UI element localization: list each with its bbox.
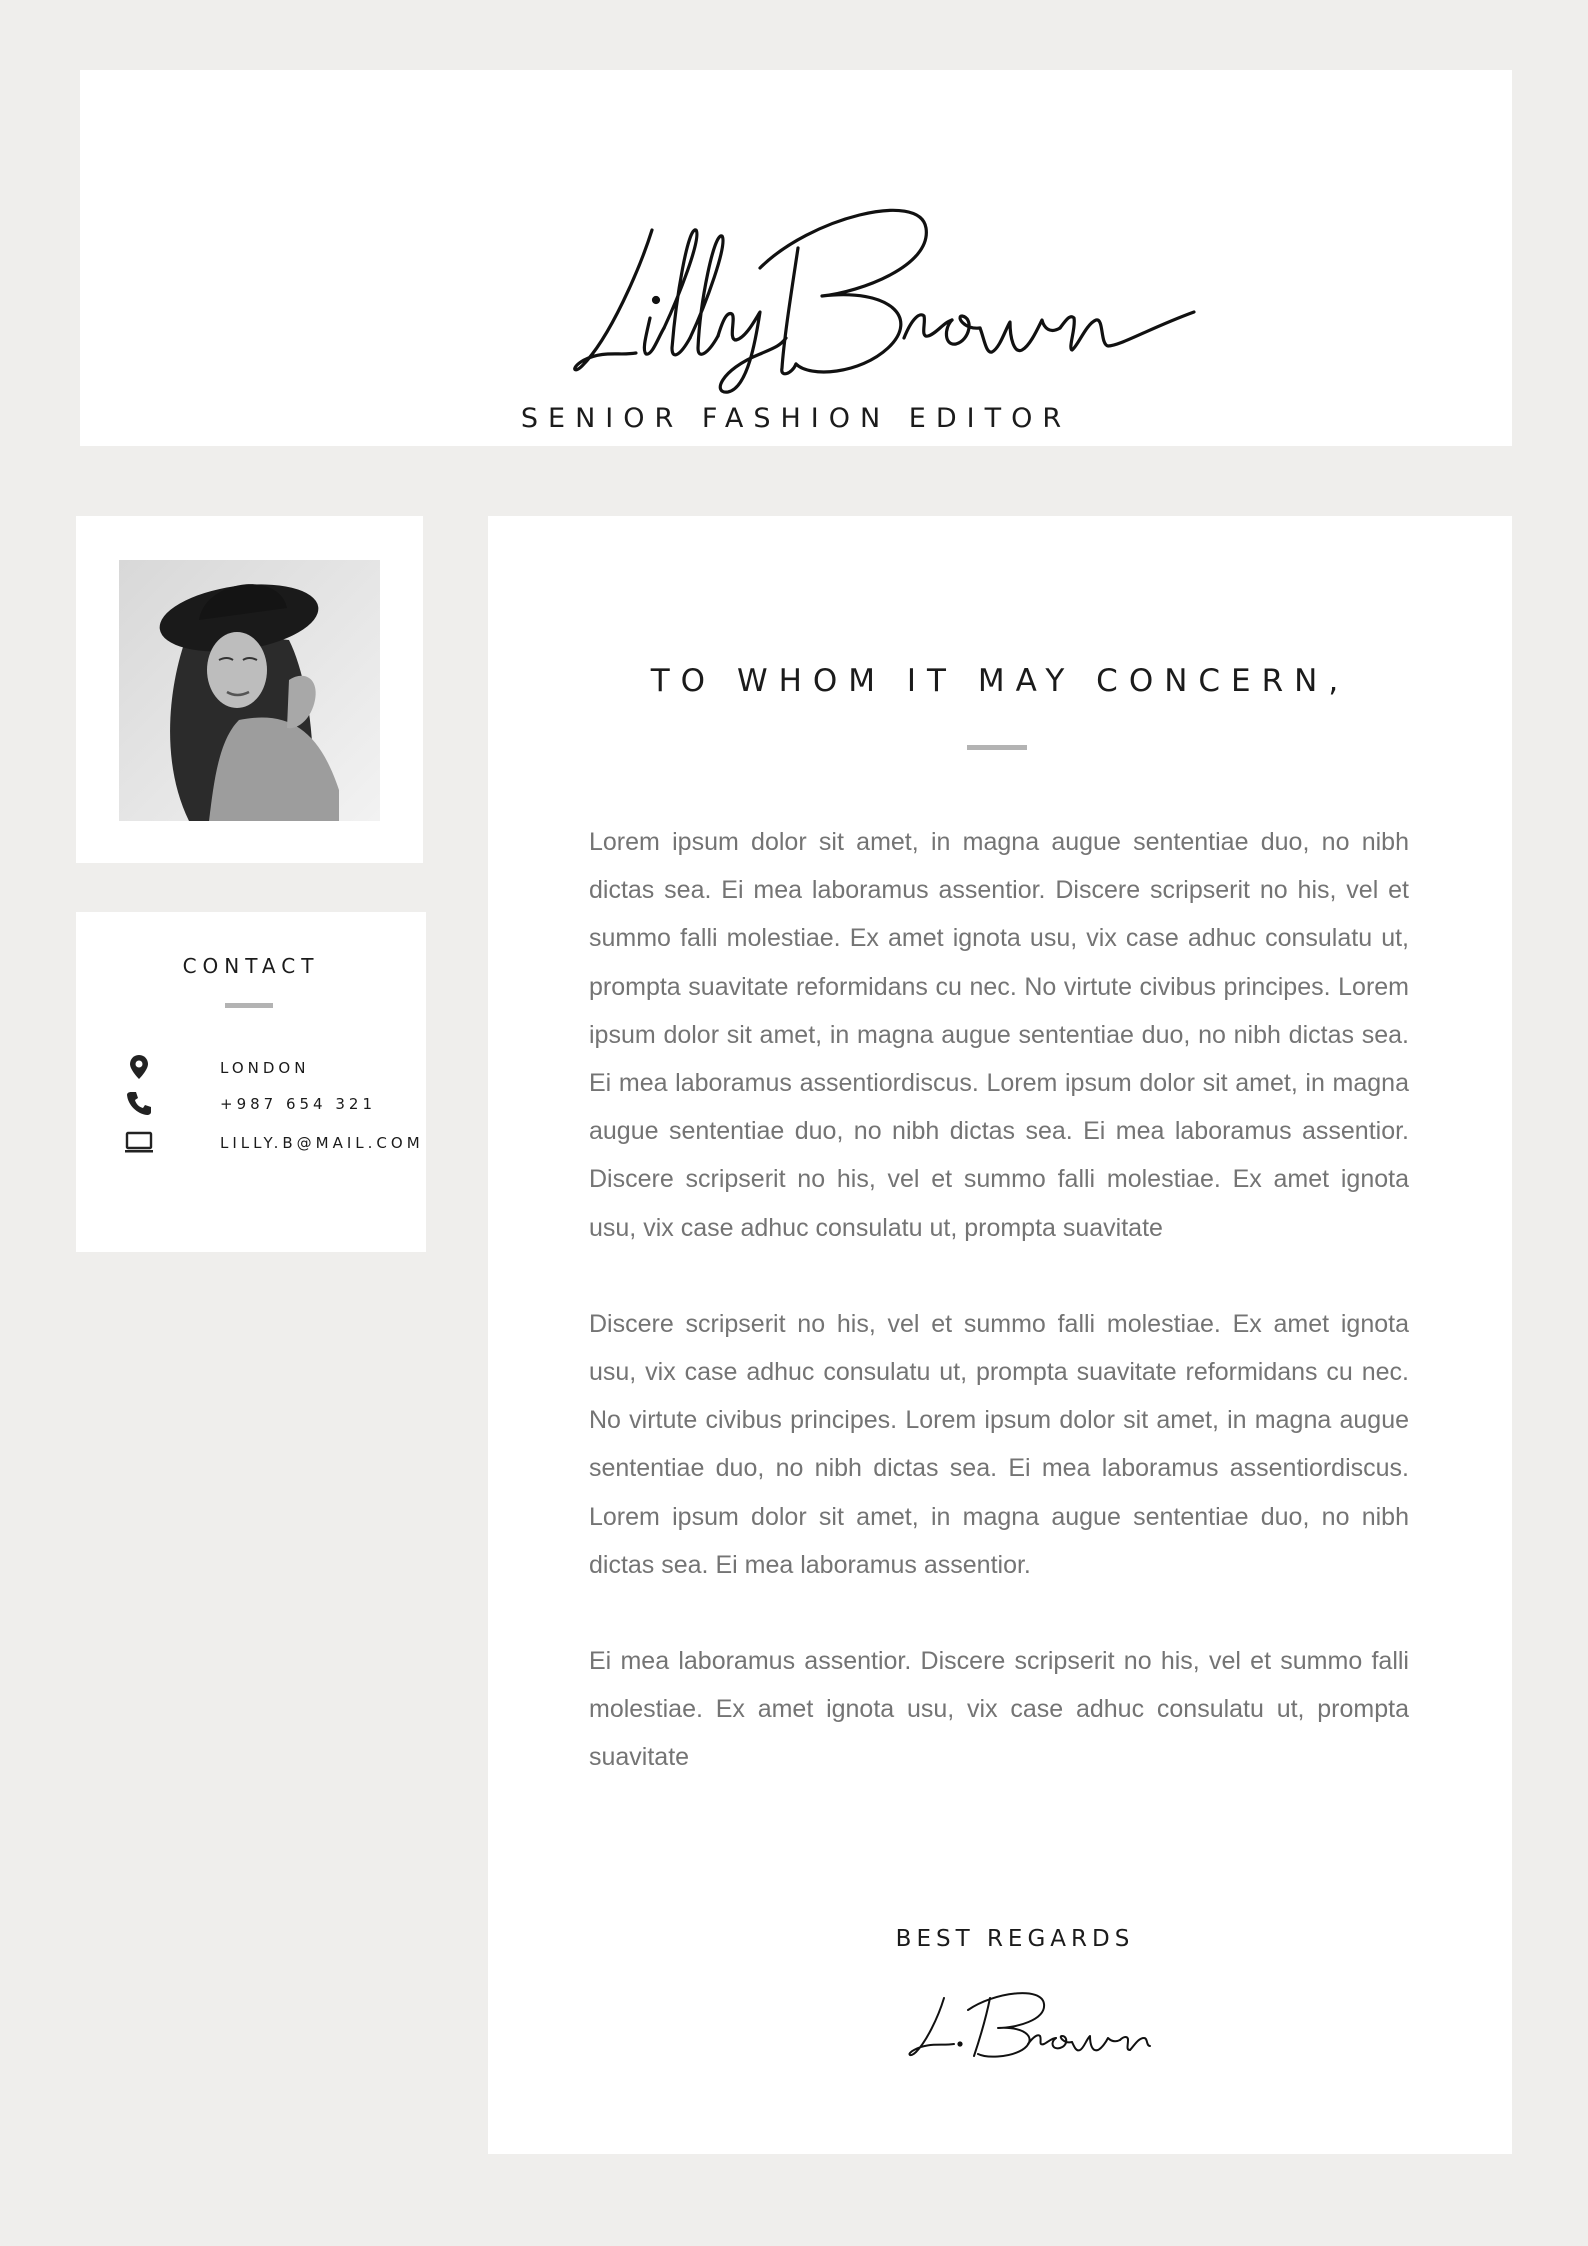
contact-card <box>76 912 426 1252</box>
location-pin-icon <box>124 1052 154 1082</box>
greeting-divider <box>967 745 1027 750</box>
photo-card <box>76 516 423 863</box>
contact-location-text: LONDON <box>220 1059 310 1077</box>
contact-heading: CONTACT <box>182 954 320 978</box>
contact-email-text: LILLY.B@MAIL.COM <box>220 1134 424 1152</box>
letter-paragraph-2: Discere scripserit no his, vel et summo falli molestiae. Ex amet ignota usu, vix case adhuc consulatu ut, prompta suavitate reformidans cu nec. No virtute civibus principes. Lorem ipsum dolor sit amet, in magna augue sententiae duo, no nibh dictas sea. Ei mea laboramus assentiordiscus. Lorem ipsum dolor sit amet, in magna augue sententiae duo, no nibh dictas sea. Ei mea laboramus assentior. <box>589 1309 1409 1579</box>
portrait-image <box>119 560 380 821</box>
monitor-icon <box>124 1127 154 1157</box>
name-script-logo <box>560 188 1240 398</box>
letter-card <box>488 516 1512 2154</box>
phone-icon <box>124 1088 154 1118</box>
handwritten-signature <box>898 1984 1158 2074</box>
header-card <box>80 70 1512 446</box>
letter-closing: BEST REGARDS <box>895 1926 1135 1952</box>
letter-body <box>589 818 1409 1830</box>
profile-photo <box>119 560 380 821</box>
contact-location <box>124 1052 424 1082</box>
letter-paragraph-3: Ei mea laboramus assentior. Discere scripserit no his, vel et summo falli molestiae. Ex amet ignota usu, vix case adhuc consulatu ut, prompta suavitate <box>589 1647 1409 1772</box>
contact-phone-text: +987 654 321 <box>220 1095 376 1113</box>
letter-paragraph-1: Lorem ipsum dolor sit amet, in magna augue sententiae duo, no nibh dictas sea. Ei mea laboramus assentior. Discere scripserit no his, vel et summo falli molestiae. Ex amet ignota usu, vix case adhuc consulatu ut, prompta suavitate reformidans cu nec. No virtute civibus principes. Lorem ipsum dolor sit amet, in magna augue sententiae duo, no nibh dictas sea. Ei mea laboramus assentiordiscus. Lorem ipsum dolor sit amet, in magna augue sententiae duo, no nibh dictas sea. Ei mea laboramus assentior. Discere scripserit no his, vel et summo falli molestiae. Ex amet ignota usu, vix case adhuc consulatu ut, prompta suavitate <box>589 828 1409 1242</box>
contact-divider <box>225 1003 273 1008</box>
letter-greeting: TO WHOM IT MAY CONCERN, <box>650 663 1350 699</box>
job-title: SENIOR FASHION EDITOR <box>520 403 1072 434</box>
contact-phone <box>124 1088 424 1118</box>
contact-email <box>124 1127 424 1157</box>
